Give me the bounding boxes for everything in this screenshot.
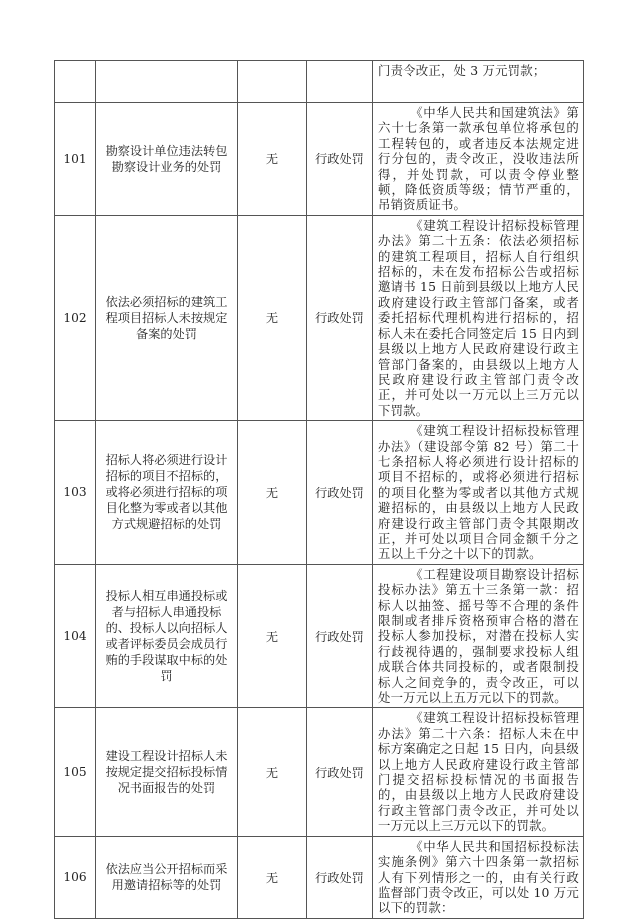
cell-number: 101 bbox=[55, 103, 96, 216]
cell-item-name: 依法应当公开招标而采用邀请招标等的处罚 bbox=[96, 836, 238, 918]
cell-legal-basis bbox=[373, 564, 584, 708]
cell-legal-basis bbox=[373, 61, 584, 103]
cell-number: 103 bbox=[55, 421, 96, 565]
cell-number: 106 bbox=[55, 836, 96, 918]
cell-legal-basis bbox=[373, 836, 584, 918]
cell-legal-basis bbox=[373, 103, 584, 216]
table-row bbox=[55, 708, 584, 836]
legal-text: 《建筑工程设计招标投标管理办法》第二十五条：依法必须招标的建筑工程项目，招标人自行组织招标的，未在发布招标公告或招标邀请书 15 日前到县级以上地方人民政府建设行政主管部门备案，或者委托招标代理机构进行招标的，招标人未在委托合同签定后 15 日内到县级以上地方人民政府建设行政主管部门备案的，由县级以上地方人民政府建设行政主管部门责令改正，并可处以一万元以上三万元以下罚款。 bbox=[378, 217, 579, 418]
cell-number: 105 bbox=[55, 708, 96, 836]
cell-number bbox=[55, 61, 96, 103]
cell-type: 行政处罚 bbox=[307, 564, 373, 708]
table-row bbox=[55, 421, 584, 565]
legal-text: 门责令改正，处 3 万元罚款； bbox=[378, 63, 546, 78]
table-row bbox=[55, 61, 584, 103]
table-row bbox=[55, 564, 584, 708]
cell-basis bbox=[238, 61, 307, 103]
table-row bbox=[55, 103, 584, 216]
legal-text: 《建筑工程设计招标投标管理办法》（建设部令第 82 号）第二十七条招标人将必须进行设计招标的项目不招标的，或将必须进行招标的项目化整为零或者以其他方式规避招标的，由县级以上地方人民政府建设行政主管部门责令其限期改正，并可处以项目合同金额千分之五以上千分之十以下的罚款。 bbox=[378, 423, 579, 562]
cell-item-name: 投标人相互串通投标或者与招标人串通投标的、投标人以向招标人或者评标委员会成员行贿的手段谋取中标的处罚 bbox=[96, 564, 238, 708]
cell-type: 行政处罚 bbox=[307, 708, 373, 836]
cell-basis: 无 bbox=[238, 103, 307, 216]
cell-basis: 无 bbox=[238, 564, 307, 708]
cell-type: 行政处罚 bbox=[307, 103, 373, 216]
cell-item-name: 勘察设计单位违法转包勘察设计业务的处罚 bbox=[96, 103, 238, 216]
cell-legal-basis bbox=[373, 421, 584, 565]
cell-number: 102 bbox=[55, 215, 96, 420]
cell-type: 行政处罚 bbox=[307, 421, 373, 565]
cell-basis: 无 bbox=[238, 708, 307, 836]
cell-type: 行政处罚 bbox=[307, 836, 373, 918]
cell-item-name: 建设工程设计招标人未按规定提交招标投标情况书面报告的处罚 bbox=[96, 708, 238, 836]
table-row bbox=[55, 836, 584, 918]
cell-basis: 无 bbox=[238, 215, 307, 420]
cell-basis: 无 bbox=[238, 836, 307, 918]
cell-legal-basis bbox=[373, 708, 584, 836]
cell-type bbox=[307, 61, 373, 103]
legal-text: 《建筑工程设计招标投标管理办法》第二十六条：招标人未在中标方案确定之日起 15 日内，向县级以上地方人民政府建设行政主管部门提交招标投标情况的书面报告的，由县级以上地方人民政府建设行政主管部门责令改正，并可处以一万元以上三万元以下的罚款。 bbox=[378, 710, 579, 834]
legal-text: 《中华人民共和国招标投标法实施条例》第六十四条第一款招标人有下列情形之一的，由有关行政监督部门责令改正，可以处 10 万元以下的罚款： bbox=[378, 838, 579, 916]
cell-item-name: 招标人将必须进行设计招标的项目不招标的，或将必须进行招标的项目化整为零或者以其他方式规避招标的处罚 bbox=[96, 421, 238, 565]
cell-number: 104 bbox=[55, 564, 96, 708]
legal-text: 《工程建设项目勘察设计招标投标办法》第五十三条第一款：招标人以抽签、摇号等不合理的条件限制或者排斥资格预审合格的潜在投标人参加投标，对潜在投标人实行歧视待遇的，强制要求投标人组成联合体共同投标的，或者限制投标人之间竞争的，责令改正，可以处一万元以上五万元以下的罚款。 bbox=[378, 566, 579, 706]
cell-item-name: 依法必须招标的建筑工程项目招标人未按规定备案的处罚 bbox=[96, 215, 238, 420]
penalty-table bbox=[54, 60, 584, 919]
table-row bbox=[55, 215, 584, 420]
cell-basis: 无 bbox=[238, 421, 307, 565]
cell-item-name bbox=[96, 61, 238, 103]
cell-type: 行政处罚 bbox=[307, 215, 373, 420]
legal-text: 《中华人民共和国建筑法》第六十七条第一款承包单位将承包的工程转包的，或者违反本法规定进行分包的，责令改正，没收违法所得，并处罚款，可以责令停业整顿，降低资质等级；情节严重的，吊销资质证书。 bbox=[378, 105, 579, 213]
cell-legal-basis bbox=[373, 215, 584, 420]
